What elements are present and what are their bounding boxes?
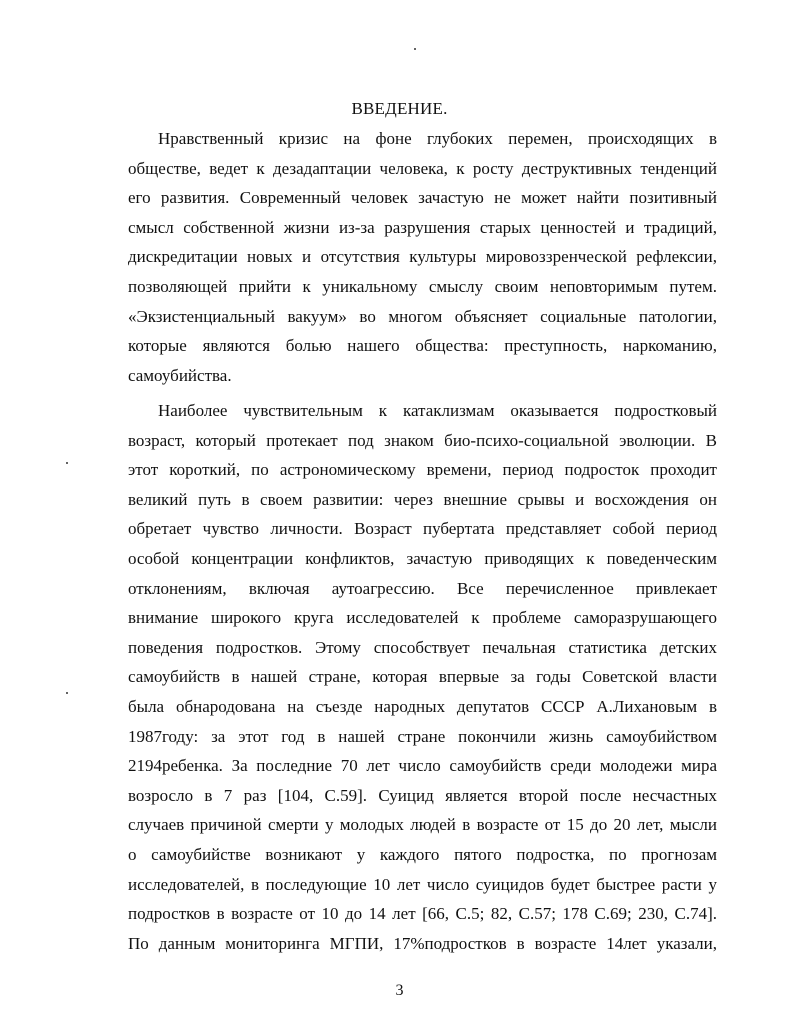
text-line: этот короткий, по астрономическому времени, период подросток проходит [128,460,717,480]
text-line: позволяющей прийти к уникальному смыслу своим неповторимым путем. [128,276,717,296]
text-line: которые являются болью нашего общества: преступность, наркоманию, [128,336,717,356]
text-line: Наиболее чувствительным к катаклизмам оказывается подростковый [158,401,717,420]
scan-speck [414,48,416,50]
text-line: исследователей, в последующие 10 лет число суицидов будет быстрее расти у [128,874,717,894]
text-line: великий путь в своем развитии: через внешние срывы и восхождения он [128,489,717,509]
paragraph-1 [128,124,717,390]
scan-speck [66,692,68,694]
text-line: о самоубийстве возникают у каждого пятого подростка, по прогнозам [128,844,717,864]
text-line: обществе, ведет к дезадаптации человека, к росту деструктивных тенденций [128,158,717,178]
text-line: подростков в возрасте от 10 до 14 лет [66, С.5; 82, С.57; 178 С.69; 230, С.74]. [128,904,717,924]
text-line: «Экзистенциальный вакуум» во многом объясняет социальные патологии, [128,306,717,326]
text-line: 2194ребенка. За последние 70 лет число самоубийств среди молодежи мира [128,756,717,776]
paragraph-2 [128,396,717,958]
text-line: возраст, который протекает под знаком био-психо-социальной эволюции. В [128,430,717,450]
text-line: внимание широкого круга исследователей к проблеме саморазрушающего [128,608,717,628]
text-line: дискредитации новых и отсутствия культуры мировоззренческой рефлексии, [128,247,717,267]
page-title: ВВЕДЕНИЕ. [351,99,448,118]
text-line: особой концентрации конфликтов, зачастую приводящих к поведенческим [128,548,717,568]
text-line: По данным мониторинга МГПИ, 17%подростков в возрасте 14лет указали, [128,933,717,953]
text-line: отклонениям, включая аутоагрессию. Все перечисленное привлекает [128,578,717,598]
text-line: самоубийства. [128,365,232,385]
scan-speck [66,462,68,464]
text-line: самоубийств в нашей стране, которая впервые за годы Советской власти [128,667,717,687]
page-number: 3 [395,982,404,999]
text-line: смысл собственной жизни из-за разрушения старых ценностей и традиций, [128,217,717,237]
text-line: поведения подростков. Этому способствует печальная статистика детских [128,637,717,657]
text-line: обретает чувство личности. Возраст пубертата представляет собой период [128,519,717,539]
text-line: Нравственный кризис на фоне глубоких перемен, происходящих в [158,129,717,148]
text-line: была обнародована на съезде народных депутатов СССР А.Лихановым в [128,696,717,716]
text-line: 1987году: за этот год в нашей стране покончили жизнь самоубийством [128,726,717,746]
text-line: его развития. Современный человек зачастую не может найти позитивный [128,188,717,208]
text-line: возросло в 7 раз [104, С.59]. Суицид является второй после несчастных [128,785,717,805]
text-line: случаев причиной смерти у молодых людей в возрасте от 15 до 20 лет, мысли [128,815,717,835]
